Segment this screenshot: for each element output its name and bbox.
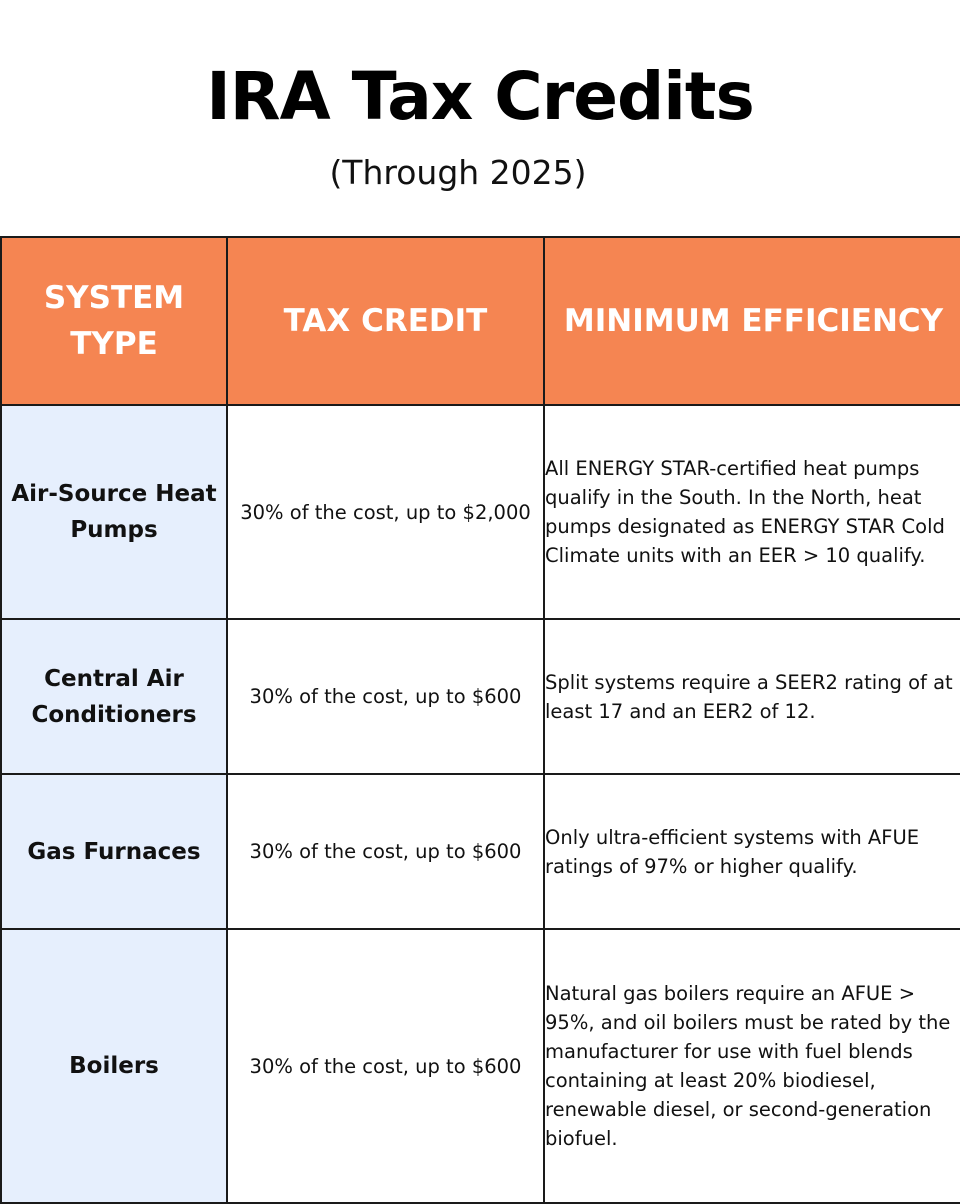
tax-credits-table <box>0 236 960 1204</box>
tax-credit-cell: 30% of the cost, up to $600 <box>227 929 544 1203</box>
tax-credit-cell: 30% of the cost, up to $600 <box>227 619 544 774</box>
column-header-minimum-efficiency: MINIMUM EFFICIENCY <box>544 237 960 405</box>
table-header-row <box>1 237 960 405</box>
tax-credit-cell: 30% of the cost, up to $2,000 <box>227 405 544 619</box>
page-title: IRA Tax Credits <box>206 58 754 135</box>
system-type-cell: Central Air Conditioners <box>1 619 227 774</box>
minimum-efficiency-cell: Natural gas boilers require an AFUE > 95%, and oil boilers must be rated by the manufacturer for use with fuel blends containing at least 20% biodiesel, renewable diesel, or second-generation biofuel. <box>544 929 960 1203</box>
system-type-cell: Air-Source Heat Pumps <box>1 405 227 619</box>
minimum-efficiency-cell: Only ultra-efficient systems with AFUE ratings of 97% or higher qualify. <box>544 774 960 929</box>
table-row <box>1 774 960 929</box>
table-row <box>1 619 960 774</box>
minimum-efficiency-cell: Split systems require a SEER2 rating of at least 17 and an EER2 of 12. <box>544 619 960 774</box>
system-type-cell: Boilers <box>1 929 227 1203</box>
minimum-efficiency-cell: All ENERGY STAR-certified heat pumps qualify in the South. In the North, heat pumps designated as ENERGY STAR Cold Climate units with an EER > 10 qualify. <box>544 405 960 619</box>
column-header-tax-credit: TAX CREDIT <box>227 237 544 405</box>
table-row <box>1 929 960 1203</box>
tax-credit-cell: 30% of the cost, up to $600 <box>227 774 544 929</box>
page-subtitle: (Through 2025) <box>329 153 587 192</box>
table-row <box>1 405 960 619</box>
column-header-system-type: SYSTEM TYPE <box>1 237 227 405</box>
system-type-cell: Gas Furnaces <box>1 774 227 929</box>
